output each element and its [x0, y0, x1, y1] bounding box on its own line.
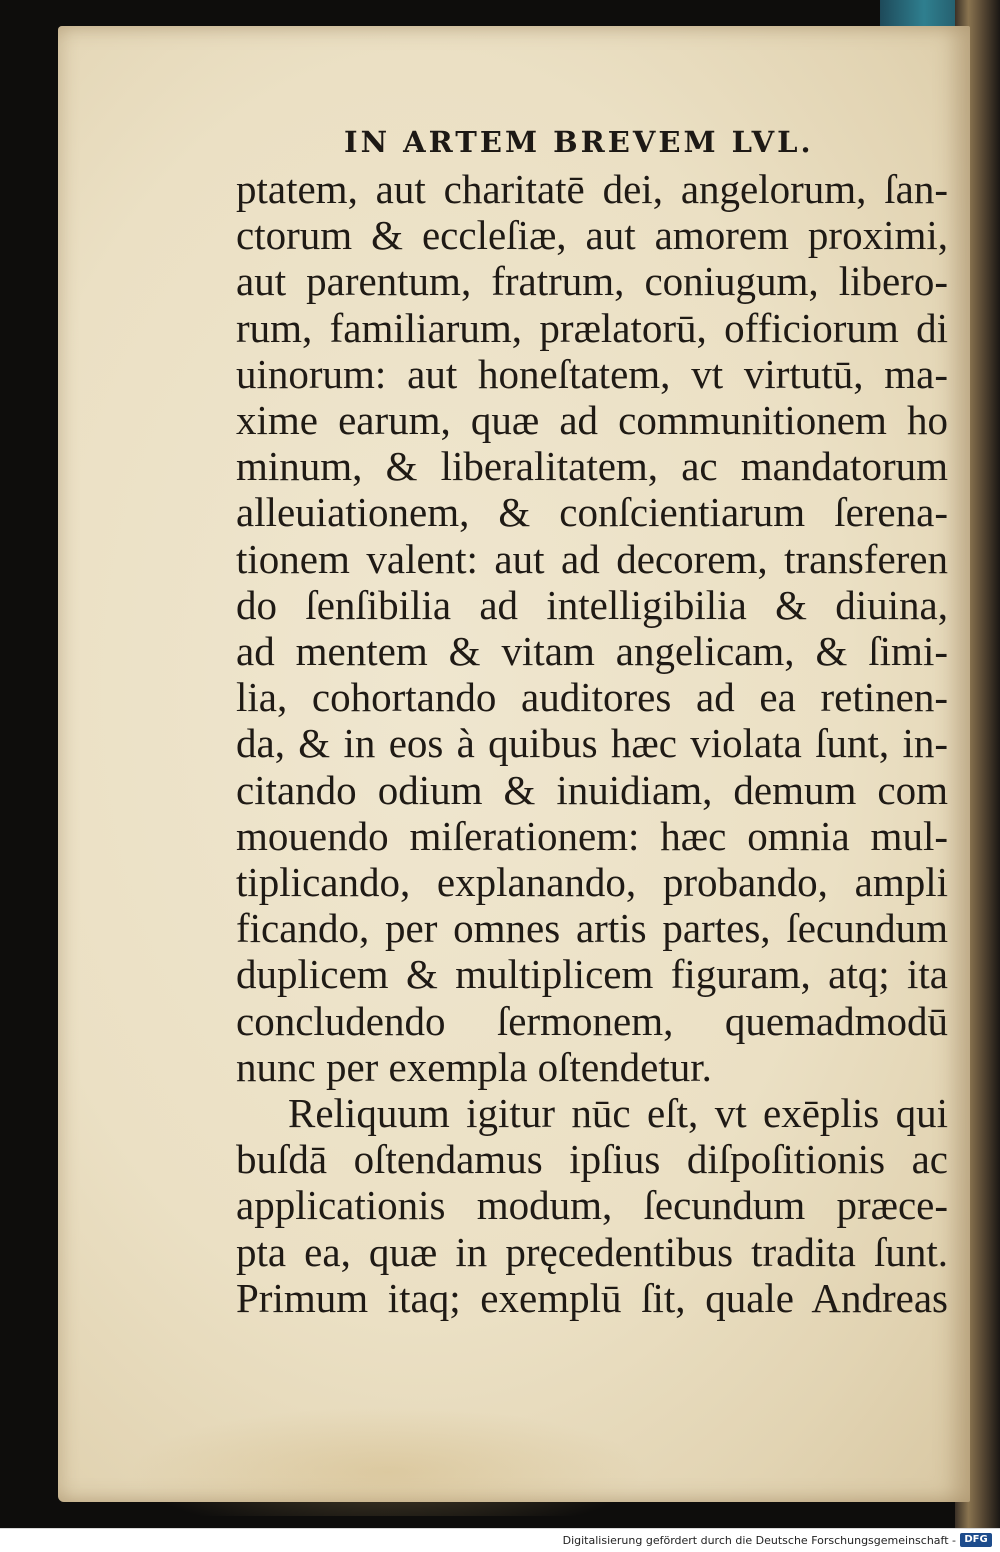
text-line: Primum itaq; exemplū ſit, quale Andreas [236, 1274, 948, 1321]
text-line: applicationis modum, ſecundum præce- [236, 1182, 948, 1229]
text-line: ad mentem & vitam angelicam, & ſimi- [236, 628, 948, 675]
text-line: da, & in eos à quibus hæc violata ſunt, in- [236, 720, 948, 767]
text-line: duplicem & multiplicem figuram, atq; ita [236, 951, 948, 998]
text-line: nunc per exempla oſtendetur. [236, 1043, 712, 1090]
running-head: IN ARTEM BREVEM LVL. [344, 125, 814, 159]
text-line: aut parentum, fratrum, coniugum, libero- [236, 258, 948, 305]
viewer-footer [0, 1528, 1000, 1552]
text-line: mouendo miſerationem: hæc omnia mul- [236, 812, 948, 859]
text-line: ptatem, aut charitatē dei, angelorum, ſan- [236, 166, 948, 212]
text-line: tionem valent: aut ad decorem, transferen [236, 535, 948, 582]
text-line: lia, cohortando auditores ad ea retinen- [236, 674, 948, 721]
text-line: uinorum: aut honeſtatem, vt virtutū, ma- [236, 350, 948, 397]
text-line-paragraph-start: Reliquum igitur nūc eſt, vt exēplis qui [288, 1090, 948, 1137]
paper-stain [128, 1406, 648, 1516]
text-line: minum, & liberalitatem, ac mandatorum [236, 443, 948, 490]
text-line: citando odium & inuidiam, demum com [236, 766, 948, 813]
text-line: tiplicando, explanando, probando, ampli [236, 859, 948, 906]
text-line: concludendo ſermonem, quemadmodū [236, 997, 948, 1044]
funding-note: Digitalisierung gefördert durch die Deutsche Forschungsgemeinschaft - [562, 1534, 956, 1547]
text-line: rum, familiarum, prælatorū, officiorum di [236, 304, 948, 351]
body-text [236, 166, 948, 1321]
text-line: ficando, per omnes artis partes, ſecundum [236, 905, 948, 952]
text-line: do ſenſibilia ad intelligibilia & diuina, [236, 581, 948, 628]
text-line: xime earum, quæ ad communitionem ho [236, 397, 948, 444]
text-line: pta ea, quæ in pręcedentibus tradita ſunt. [236, 1228, 948, 1275]
text-line: alleuiationem, & conſcientiarum ſerena- [236, 489, 948, 536]
dfg-logo: DFG [960, 1533, 992, 1547]
text-line: buſdā oſtendamus ipſius diſpoſitionis ac [236, 1136, 948, 1183]
text-line: ctorum & eccleſiæ, aut amorem proximi, [236, 212, 948, 259]
